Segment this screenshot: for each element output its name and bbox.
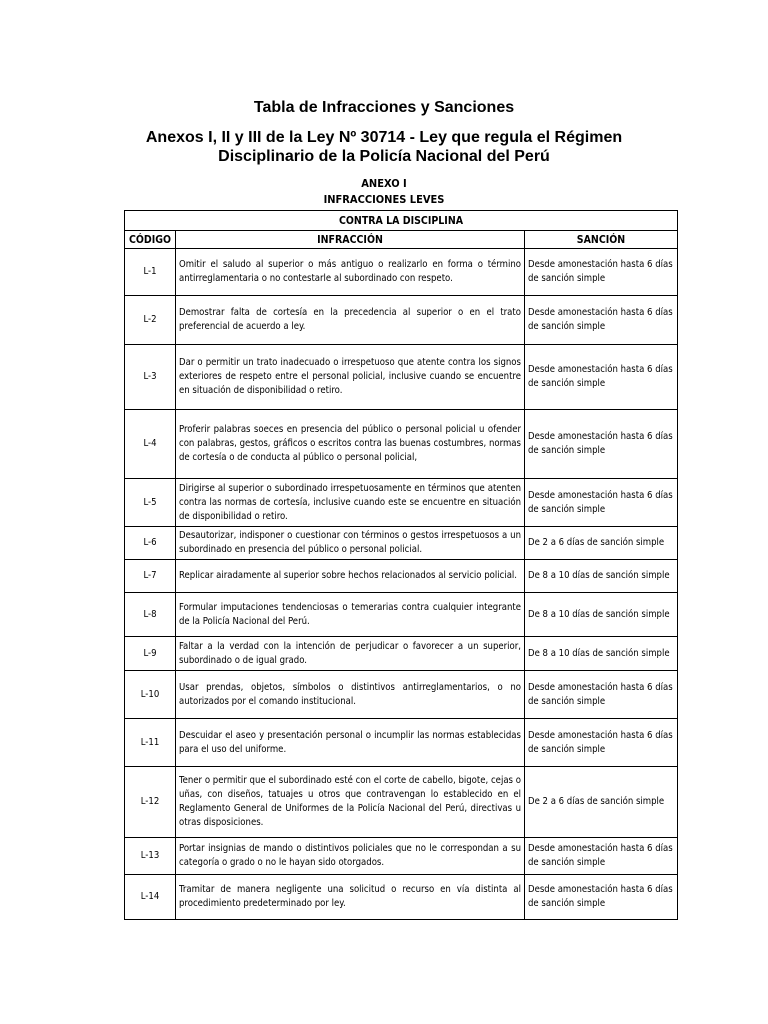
infractions-table [124, 210, 678, 920]
table-row [125, 249, 678, 296]
table-row [125, 593, 678, 637]
column-header-infraction: INFRACCIÓN [176, 231, 525, 249]
row-code: L-1 [125, 249, 176, 296]
table-row [125, 410, 678, 479]
table-row [125, 345, 678, 410]
row-infraction: Faltar a la verdad con la intención de perjudicar o favorecer a un superior, subordinado o de igual grado. [176, 637, 525, 671]
table-row [125, 875, 678, 920]
table-row [125, 527, 678, 560]
column-header-sanction: SANCIÓN [525, 231, 678, 249]
row-sanction: De 8 a 10 días de sanción simple [525, 637, 678, 671]
row-code: L-3 [125, 345, 176, 410]
annex-category: INFRACCIONES LEVES [323, 193, 445, 206]
row-code: L-7 [125, 560, 176, 593]
row-sanction: Desde amonestación hasta 6 días de sanción simple [525, 410, 678, 479]
table-row [125, 637, 678, 671]
row-sanction: Desde amonestación hasta 6 días de sanción simple [525, 838, 678, 875]
row-infraction: Tramitar de manera negligente una solicitud o recurso en vía distinta al procedimiento predeterminado por ley. [176, 875, 525, 920]
row-sanction: Desde amonestación hasta 6 días de sanción simple [525, 249, 678, 296]
table-row [125, 296, 678, 345]
row-sanction: Desde amonestación hasta 6 días de sanción simple [525, 719, 678, 767]
row-infraction: Usar prendas, objetos, símbolos o distintivos antirreglamentarios, o no autorizados por el comando institucional. [176, 671, 525, 719]
row-sanction: Desde amonestación hasta 6 días de sanción simple [525, 875, 678, 920]
table-row [125, 767, 678, 838]
document-subtitle: Anexos I, II y III de la Ley Nº 30714 - Ley que regula el Régimen Disciplinario de la Policía Nacional del Perú [145, 129, 623, 165]
row-code: L-5 [125, 479, 176, 527]
table-section-header: CONTRA LA DISCIPLINA [125, 211, 678, 231]
column-header-code: CÓDIGO [125, 231, 176, 249]
row-infraction: Proferir palabras soeces en presencia del público o personal policial u ofender con palabras, gestos, gráficos o escritos contra las buenas costumbres, normas de cortesía o de conducta al público o personal policial, [176, 410, 525, 479]
row-infraction: Formular imputaciones tendenciosas o temerarias contra cualquier integrante de la Policía Nacional del Perú. [176, 593, 525, 637]
row-code: L-4 [125, 410, 176, 479]
row-code: L-9 [125, 637, 176, 671]
row-sanction: Desde amonestación hasta 6 días de sanción simple [525, 296, 678, 345]
row-code: L-10 [125, 671, 176, 719]
row-infraction: Omitir el saludo al superior o más antiguo o realizarlo en forma o término antirreglamentaria o no contestarle al subordinado con respeto. [176, 249, 525, 296]
table-row [125, 560, 678, 593]
row-infraction: Portar insignias de mando o distintivos policiales que no le correspondan a su categoría o grado o no le hayan sido otorgados. [176, 838, 525, 875]
row-code: L-12 [125, 767, 176, 838]
row-sanction: De 8 a 10 días de sanción simple [525, 593, 678, 637]
row-infraction: Replicar airadamente al superior sobre hechos relacionados al servicio policial. [176, 560, 525, 593]
row-code: L-2 [125, 296, 176, 345]
table-body [125, 249, 678, 920]
row-infraction: Dar o permitir un trato inadecuado o irrespetuoso que atente contra los signos exteriores de respeto entre el personal policial, inclusive cuando se encuentre en situación de disponibilidad o retiro. [176, 345, 525, 410]
table-row [125, 719, 678, 767]
row-sanction: De 8 a 10 días de sanción simple [525, 560, 678, 593]
row-sanction: De 2 a 6 días de sanción simple [525, 767, 678, 838]
row-code: L-14 [125, 875, 176, 920]
row-code: L-6 [125, 527, 176, 560]
row-sanction: Desde amonestación hasta 6 días de sanción simple [525, 345, 678, 410]
annex-heading: ANEXO I [361, 177, 407, 190]
table-row [125, 838, 678, 875]
row-code: L-13 [125, 838, 176, 875]
row-infraction: Tener o permitir que el subordinado esté con el corte de cabello, bigote, cejas o uñas, con diseños, tatuajes u otros que contravengan lo establecido en el Reglamento General de Uniformes de la Policía Nacional del Perú, directivas u otras disposiciones. [176, 767, 525, 838]
row-infraction: Desautorizar, indisponer o cuestionar con términos o gestos irrespetuosos a un subordinado en presencia del público o personal policial. [176, 527, 525, 560]
table-row [125, 479, 678, 527]
row-code: L-11 [125, 719, 176, 767]
document-title: Tabla de Infracciones y Sanciones [253, 99, 515, 116]
row-code: L-8 [125, 593, 176, 637]
row-sanction: Desde amonestación hasta 6 días de sanción simple [525, 671, 678, 719]
row-sanction: Desde amonestación hasta 6 días de sanción simple [525, 479, 678, 527]
row-infraction: Dirigirse al superior o subordinado irrespetuosamente en términos que atenten contra las normas de cortesía, inclusive cuando este se encuentre en situación de disponibilidad o retiro. [176, 479, 525, 527]
row-infraction: Descuidar el aseo y presentación personal o incumplir las normas establecidas para el uso del uniforme. [176, 719, 525, 767]
row-sanction: De 2 a 6 días de sanción simple [525, 527, 678, 560]
table-row [125, 671, 678, 719]
row-infraction: Demostrar falta de cortesía en la precedencia al superior o en el trato preferencial de acuerdo a ley. [176, 296, 525, 345]
